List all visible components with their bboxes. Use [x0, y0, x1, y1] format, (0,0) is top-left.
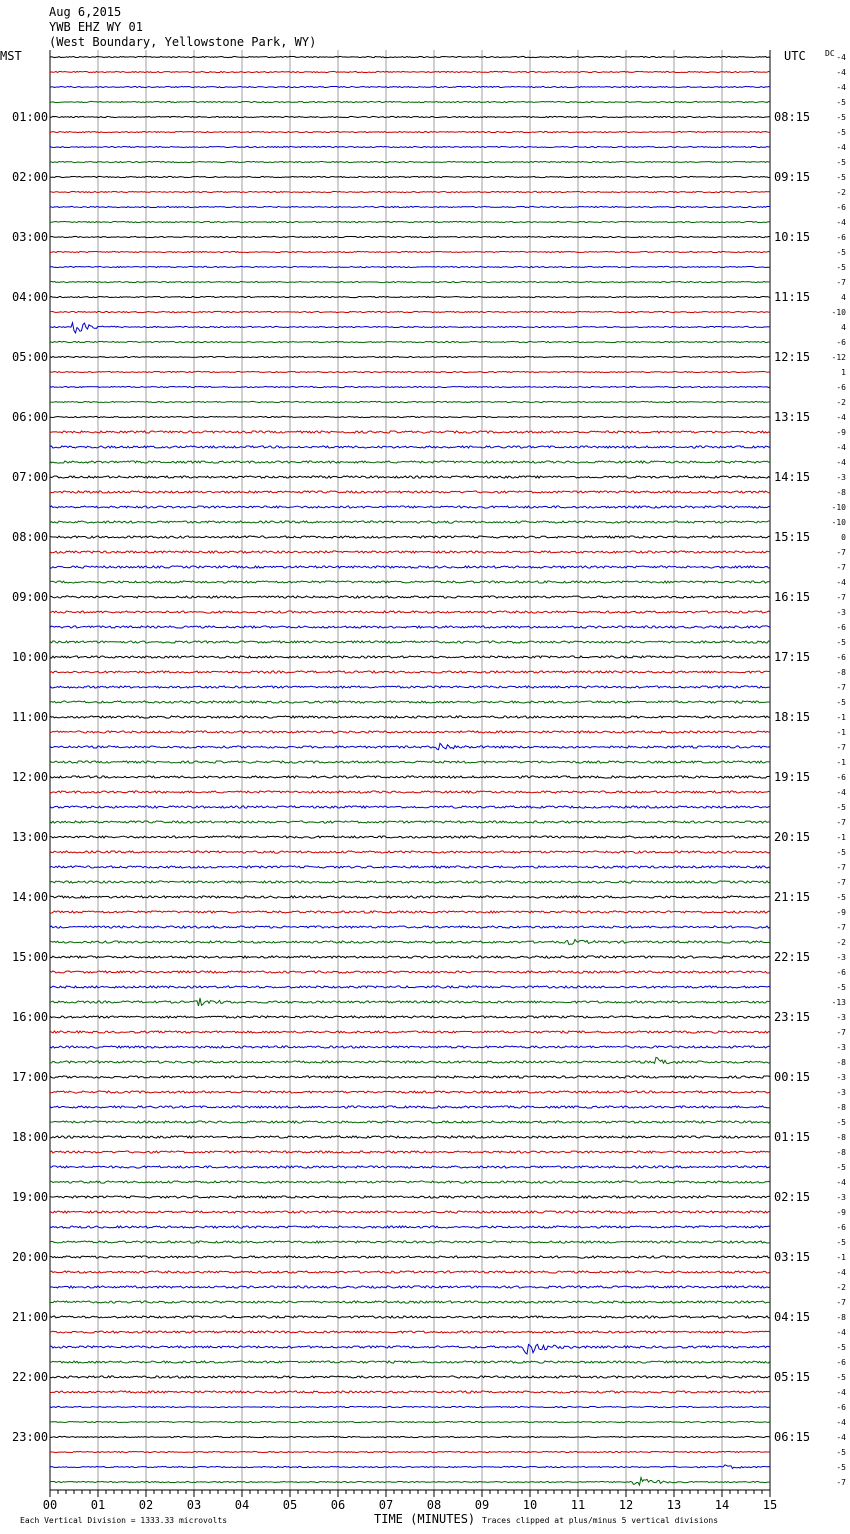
left-hour-label: 15:00	[12, 950, 49, 964]
dc-offset-label: -3	[836, 953, 846, 962]
trace-line	[50, 161, 770, 162]
left-hour-label: 21:00	[12, 1310, 49, 1324]
left-hour-label: 13:00	[12, 830, 49, 844]
right-hour-label: 23:15	[774, 1010, 811, 1024]
trace-line	[50, 266, 770, 267]
trace-line	[50, 1256, 770, 1258]
right-hour-labels	[774, 110, 810, 1444]
dc-offset-label: -9	[836, 1208, 846, 1217]
dc-offset-label: -4	[836, 413, 846, 422]
dc-offset-label: -6	[836, 653, 846, 662]
trace-line	[50, 1016, 770, 1018]
dc-offset-label: -2	[836, 188, 846, 197]
right-hour-label: 02:15	[774, 1190, 811, 1204]
trace-group	[50, 56, 770, 1485]
dc-offset-label: -7	[836, 878, 846, 887]
dc-offset-label: -2	[836, 938, 846, 947]
dc-offset-label: -5	[836, 1373, 846, 1382]
trace-line	[50, 86, 770, 87]
right-hour-label: 17:15	[774, 650, 811, 664]
trace-line	[50, 731, 770, 733]
trace-line	[50, 971, 770, 973]
x-tick-label: 07	[378, 1498, 394, 1512]
dc-offset-label: -5	[836, 1238, 846, 1247]
dc-offset-label: -8	[836, 1148, 846, 1157]
trace-line	[50, 1406, 770, 1407]
dc-offset-label: -5	[836, 1343, 846, 1352]
dc-offset-label: -8	[836, 1103, 846, 1112]
right-hour-label: 04:15	[774, 1310, 811, 1324]
dc-offset-label: -7	[836, 1298, 846, 1307]
trace-line	[50, 1121, 770, 1123]
dc-offset-label: -3	[836, 1013, 846, 1022]
left-zone-label: MST	[0, 49, 22, 63]
trace-line	[50, 940, 770, 945]
trace-line	[50, 536, 770, 538]
x-tick-label: 09	[474, 1498, 490, 1512]
left-hour-label: 22:00	[12, 1370, 49, 1384]
left-hour-label: 02:00	[12, 170, 49, 184]
right-hour-label: 14:15	[774, 470, 811, 484]
left-hour-labels	[12, 110, 48, 1444]
dc-offset-label: -5	[836, 983, 846, 992]
left-hour-label: 03:00	[12, 230, 49, 244]
left-hour-label: 18:00	[12, 1130, 49, 1144]
trace-line	[50, 1151, 770, 1153]
dc-offset-label: -7	[836, 1478, 846, 1487]
x-tick-label: 02	[138, 1498, 154, 1512]
dc-offset-label: -7	[836, 278, 846, 287]
dc-offset-label: -1	[836, 1253, 846, 1262]
trace-line	[50, 1421, 770, 1422]
dc-offset-label: -7	[836, 923, 846, 932]
dc-offset-label: -5	[836, 1163, 846, 1172]
right-hour-label: 16:15	[774, 590, 811, 604]
dc-offset-label: -5	[836, 698, 846, 707]
trace-line	[50, 1286, 770, 1288]
right-hour-label: 03:15	[774, 1250, 811, 1264]
dc-offset-label: -4	[836, 458, 846, 467]
dc-offset-label: -5	[836, 173, 846, 182]
dc-offset-label: -3	[836, 1088, 846, 1097]
dc-offset-label: -7	[836, 863, 846, 872]
trace-line	[50, 671, 770, 673]
dc-offset-label: -5	[836, 248, 846, 257]
dc-offset-label: -5	[836, 158, 846, 167]
right-hour-label: 18:15	[774, 710, 811, 724]
dc-offset-label: -6	[836, 623, 846, 632]
trace-line	[50, 1316, 770, 1318]
dc-offset-label: -4	[836, 143, 846, 152]
trace-line	[50, 1166, 770, 1168]
dc-offset-label: -1	[836, 758, 846, 767]
x-tick-label: 00	[42, 1498, 58, 1512]
dc-offset-label: -4	[836, 68, 846, 77]
dc-offset-label: -4	[836, 1433, 846, 1442]
left-hour-label: 07:00	[12, 470, 49, 484]
dc-offset-label: -7	[836, 548, 846, 557]
dc-offset-label: -4	[836, 83, 846, 92]
dc-offset-label: -6	[836, 383, 846, 392]
dc-offset-label: -1	[836, 728, 846, 737]
trace-line	[50, 221, 770, 222]
trace-line	[50, 1241, 770, 1243]
header-date: Aug 6,2015	[49, 5, 122, 19]
trace-line	[50, 641, 770, 643]
trace-line	[50, 71, 770, 72]
dc-offset-label: -6	[836, 1223, 846, 1232]
trace-line	[50, 401, 770, 402]
trace-line	[50, 521, 770, 523]
right-hour-label: 20:15	[774, 830, 811, 844]
dc-offset-label: 4	[841, 293, 846, 302]
right-hour-label: 09:15	[774, 170, 811, 184]
trace-line	[50, 341, 770, 342]
header-location: (West Boundary, Yellowstone Park, WY)	[49, 35, 317, 49]
trace-line	[50, 896, 770, 898]
right-hour-label: 00:15	[774, 1070, 811, 1084]
dc-offset-label: -2	[836, 398, 846, 407]
trace-line	[50, 1091, 770, 1093]
trace-line	[50, 191, 770, 192]
trace-line	[50, 491, 770, 493]
dc-offset-label: -9	[836, 428, 846, 437]
x-tick-label: 08	[426, 1498, 442, 1512]
dc-offset-label: -5	[836, 848, 846, 857]
trace-line	[50, 1057, 770, 1063]
dc-offset-label: -5	[836, 1448, 846, 1457]
trace-line	[50, 716, 770, 718]
left-hour-label: 12:00	[12, 770, 49, 784]
x-tick-label: 01	[90, 1498, 106, 1512]
trace-line	[50, 1196, 770, 1198]
trace-line	[50, 1136, 770, 1138]
dc-offset-label: -3	[836, 1073, 846, 1082]
trace-line	[50, 1478, 770, 1486]
trace-line	[50, 1076, 770, 1078]
trace-line	[50, 431, 770, 433]
trace-line	[50, 1211, 770, 1213]
dc-offset-label: -5	[836, 638, 846, 647]
trace-line	[50, 386, 770, 387]
dc-offset-label: -7	[836, 593, 846, 602]
trace-line	[50, 1331, 770, 1333]
trace-line	[50, 686, 770, 688]
dc-offset-label: -4	[836, 443, 846, 452]
right-hour-label: 22:15	[774, 950, 811, 964]
dc-offset-label: -4	[836, 578, 846, 587]
dc-offset-label: -3	[836, 608, 846, 617]
trace-line	[50, 866, 770, 868]
right-hour-label: 06:15	[774, 1430, 811, 1444]
dc-offset-labels	[832, 53, 847, 1487]
trace-line	[50, 1436, 770, 1437]
trace-line	[50, 986, 770, 988]
trace-line	[50, 1181, 770, 1183]
x-axis	[43, 1490, 777, 1512]
trace-line	[50, 1226, 770, 1228]
trace-line	[50, 626, 770, 628]
trace-line	[50, 701, 770, 703]
trace-line	[50, 416, 770, 417]
right-hour-label: 10:15	[774, 230, 811, 244]
right-hour-label: 11:15	[774, 290, 811, 304]
trace-line	[50, 776, 770, 778]
trace-line	[50, 806, 770, 808]
left-hour-label: 09:00	[12, 590, 49, 604]
trace-line	[50, 1465, 770, 1469]
trace-line	[50, 1031, 770, 1033]
left-hour-label: 19:00	[12, 1190, 49, 1204]
clip-note: Traces clipped at plus/minus 5 vertical divisions	[482, 1516, 719, 1525]
trace-line	[50, 761, 770, 763]
dc-offset-label: -3	[836, 473, 846, 482]
trace-line	[50, 611, 770, 613]
dc-offset-label: -8	[836, 1133, 846, 1142]
dc-offset-label: -6	[836, 968, 846, 977]
trace-line	[50, 1451, 770, 1452]
x-tick-label: 11	[570, 1498, 586, 1512]
left-hour-label: 01:00	[12, 110, 49, 124]
dc-offset-label: 1	[841, 368, 846, 377]
trace-line	[50, 911, 770, 913]
dc-offset-label: -7	[836, 1028, 846, 1037]
right-hour-label: 08:15	[774, 110, 811, 124]
trace-line	[50, 566, 770, 568]
trace-line	[50, 881, 770, 883]
trace-line	[50, 998, 770, 1006]
dc-offset-label: -3	[836, 1193, 846, 1202]
trace-line	[50, 1361, 770, 1363]
dc-offset-label: -4	[836, 1418, 846, 1427]
left-hour-label: 08:00	[12, 530, 49, 544]
x-tick-label: 03	[186, 1498, 202, 1512]
right-hour-label: 12:15	[774, 350, 811, 364]
x-tick-label: 06	[330, 1498, 346, 1512]
trace-line	[50, 1271, 770, 1273]
dc-offset-label: -8	[836, 668, 846, 677]
trace-line	[50, 323, 770, 333]
trace-line	[50, 1391, 770, 1393]
right-hour-label: 13:15	[774, 410, 811, 424]
x-axis-label: TIME (MINUTES)	[374, 1512, 476, 1526]
left-hour-label: 04:00	[12, 290, 49, 304]
trace-line	[50, 791, 770, 793]
dc-offset-label: -8	[836, 1058, 846, 1067]
left-hour-label: 10:00	[12, 650, 49, 664]
right-hour-label: 05:15	[774, 1370, 811, 1384]
dc-offset-label: -12	[831, 353, 846, 362]
trace-line	[50, 956, 770, 958]
dc-offset-label: 0	[841, 533, 846, 542]
x-tick-label: 12	[618, 1498, 634, 1512]
trace-line	[50, 176, 770, 177]
trace-line	[50, 1344, 770, 1354]
dc-offset-label: -9	[836, 908, 846, 917]
right-hour-label: 01:15	[774, 1130, 811, 1144]
dc-offset-label: -4	[836, 53, 846, 62]
trace-line	[50, 461, 770, 463]
dc-offset-label: -6	[836, 233, 846, 242]
dc-offset-label: -7	[836, 683, 846, 692]
dc-offset-label: -4	[836, 1268, 846, 1277]
dc-offset-label: -6	[836, 1403, 846, 1412]
trace-line	[50, 596, 770, 598]
x-tick-label: 15	[762, 1498, 778, 1512]
x-tick-label: 14	[714, 1498, 730, 1512]
x-tick-label: 13	[666, 1498, 682, 1512]
trace-line	[50, 281, 770, 282]
dc-offset-label: -3	[836, 1043, 846, 1052]
dc-offset-label: -4	[836, 1178, 846, 1187]
trace-line	[50, 551, 770, 553]
dc-offset-label: -4	[836, 1388, 846, 1397]
dc-offset-label: -6	[836, 338, 846, 347]
dc-offset-label: -4	[836, 218, 846, 227]
trace-line	[50, 446, 770, 448]
trace-line	[50, 1046, 770, 1048]
left-hour-label: 17:00	[12, 1070, 49, 1084]
dc-offset-label: -7	[836, 563, 846, 572]
header-station: YWB EHZ WY 01	[49, 20, 143, 34]
trace-line	[50, 311, 770, 312]
x-tick-label: 10	[522, 1498, 538, 1512]
dc-offset-label: -5	[836, 893, 846, 902]
trace-line	[50, 131, 770, 132]
trace-line	[50, 146, 770, 147]
trace-line	[50, 56, 770, 57]
dc-offset-label: -5	[836, 803, 846, 812]
trace-line	[50, 851, 770, 853]
dc-offset-label: -13	[831, 998, 846, 1007]
right-hour-label: 15:15	[774, 530, 811, 544]
dc-offset-label: -6	[836, 773, 846, 782]
dc-offset-label: -6	[836, 203, 846, 212]
dc-offset-label: 4	[841, 323, 846, 332]
dc-offset-label: -10	[831, 308, 846, 317]
scale-note: Each Vertical Division = 1333.33 microvolts	[20, 1516, 228, 1525]
left-hour-label: 16:00	[12, 1010, 49, 1024]
dc-offset-label: -8	[836, 1313, 846, 1322]
right-zone-label: UTC	[784, 49, 806, 63]
x-tick-label: 04	[234, 1498, 250, 1512]
trace-line	[50, 1106, 770, 1108]
x-tick-label: 05	[282, 1498, 298, 1512]
dc-offset-label: -5	[836, 1463, 846, 1472]
trace-line	[50, 1376, 770, 1378]
trace-line	[50, 581, 770, 583]
dc-offset-label: -4	[836, 1328, 846, 1337]
trace-line	[50, 821, 770, 823]
dc-label: DC	[825, 49, 835, 58]
left-hour-label: 23:00	[12, 1430, 49, 1444]
dc-offset-label: -8	[836, 488, 846, 497]
trace-line	[50, 206, 770, 207]
trace-line	[50, 101, 770, 102]
dc-offset-label: -5	[836, 98, 846, 107]
dc-offset-label: -5	[836, 1118, 846, 1127]
left-hour-label: 11:00	[12, 710, 49, 724]
left-hour-label: 05:00	[12, 350, 49, 364]
dc-offset-label: -5	[836, 113, 846, 122]
trace-line	[50, 251, 770, 252]
dc-offset-label: -4	[836, 788, 846, 797]
dc-offset-label: -1	[836, 833, 846, 842]
trace-line	[50, 116, 770, 117]
dc-offset-label: -5	[836, 263, 846, 272]
dc-offset-label: -2	[836, 1283, 846, 1292]
dc-offset-label: -10	[831, 503, 846, 512]
trace-line	[50, 356, 770, 357]
right-hour-label: 19:15	[774, 770, 811, 784]
trace-line	[50, 236, 770, 237]
dc-offset-label: -6	[836, 1358, 846, 1367]
trace-line	[50, 506, 770, 508]
trace-line	[50, 743, 770, 749]
trace-line	[50, 836, 770, 838]
trace-line	[50, 656, 770, 658]
left-hour-label: 06:00	[12, 410, 49, 424]
trace-line	[50, 926, 770, 928]
trace-line	[50, 371, 770, 372]
dc-offset-label: -1	[836, 713, 846, 722]
left-hour-label: 14:00	[12, 890, 49, 904]
dc-offset-label: -7	[836, 818, 846, 827]
trace-line	[50, 296, 770, 297]
dc-offset-label: -5	[836, 128, 846, 137]
right-hour-label: 21:15	[774, 890, 811, 904]
dc-offset-label: -10	[831, 518, 846, 527]
left-hour-label: 20:00	[12, 1250, 49, 1264]
dc-offset-label: -7	[836, 743, 846, 752]
trace-line	[50, 1301, 770, 1303]
trace-line	[50, 476, 770, 478]
